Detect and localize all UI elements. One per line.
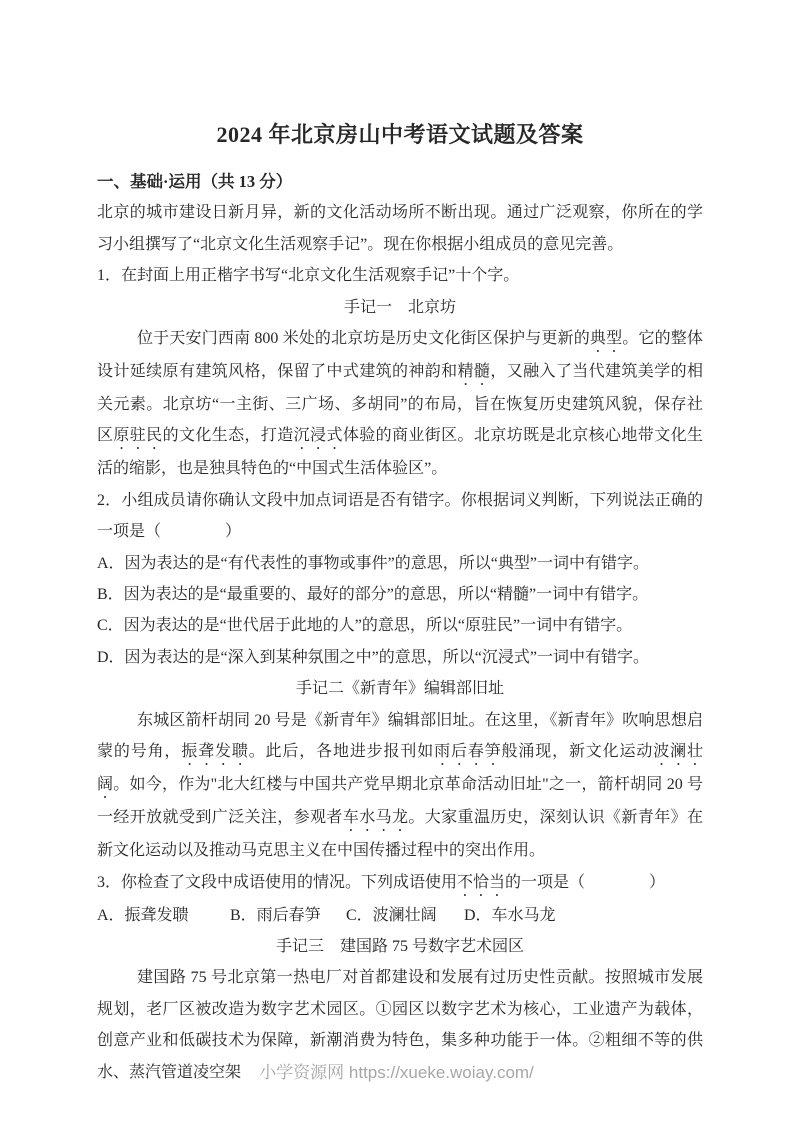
emphasized-term: 不恰当: [457, 873, 506, 891]
watermark-footer: 小学资源网 https://xueke.woiay.com/: [259, 1063, 534, 1082]
text-run: 般涌现，新文化运动: [501, 743, 654, 761]
emphasized-term: 沉浸式: [293, 427, 343, 445]
note2-paragraph: [97, 705, 703, 867]
intro-paragraph: [97, 197, 703, 260]
option-b: B．雨后春笋: [230, 906, 321, 924]
text-run: C．因为表达的是“世代居于此地的人”的意思，所以“原驻民”一词中有错字。: [97, 617, 633, 635]
option-c: C．波澜壮阔: [346, 906, 437, 924]
text-run: 2．小组成员请你确认文段中加点词语是否有错字。你根据词义判断，下列说法正确的一项是（ ）: [97, 491, 703, 541]
text-run: 建国路 75 号北京第一热电厂对首都建设和发展有过历史性贡献。按照城市发展规划，老厂区被改造为数字艺术园区。①园区以数字艺术为核心，工业遗产为载体，创意产业和低碳技术为保障，新潮消费为特色，集多种功能于一体。②粗细不等的供水、蒸汽管道凌空架: [97, 969, 703, 1081]
text-run: 的一项是（ ）: [505, 873, 666, 891]
option-a: A．振聋发聩: [97, 906, 189, 924]
question-3: [97, 867, 703, 900]
note3-heading: [97, 931, 703, 962]
question-2: [97, 485, 703, 548]
emphasized-term: 原驻民: [113, 427, 163, 445]
emphasized-term: 精髓: [457, 363, 491, 381]
text-run: A．因为表达的是“有代表性的事物或事件”的意思，所以“典型”一词中有错字。: [97, 554, 649, 572]
q2-option-a: [97, 548, 703, 579]
text-run: D．因为表达的是“深入到某种氛围之中”的意思，所以“沉浸式”一词中有错字。: [97, 648, 649, 666]
page-title: 2024 年北京房山中考语文试题及答案: [216, 122, 584, 147]
emphasized-term: 波澜壮阔: [97, 743, 703, 794]
q2-option-c: [97, 610, 703, 641]
text-run: B．因为表达的是“最重要的、最好的部分”的意思，所以“精髓”一词中有错字。: [97, 586, 649, 604]
page-content: [97, 118, 703, 1088]
note1-heading: [97, 292, 703, 323]
text-run: 。此后，各地进步报刊如: [248, 743, 435, 761]
emphasized-term: 振聋发聩: [181, 743, 249, 761]
text-run: 。它的整体设计延续原有建筑风格，保留了中式建筑的神韵和: [97, 330, 703, 381]
note1-paragraph: [97, 323, 703, 485]
text-run: 手记二《新青年》编辑部旧址: [295, 680, 504, 698]
text-run: 。如今，作为"北大红楼与中国共产党早期北京革命活动旧址"之一，箭杆胡同 20 号一经开放就受到广泛关注，参观者: [97, 776, 703, 827]
text-run: 东城区箭杆胡同 20 号是《新青年》编辑部旧址。在这里，《新青年》吹响思想启蒙的号角，: [97, 711, 703, 761]
text-run: 北京的城市建设日新月异，新的文化活动场所不断出现。通过广泛观察，你所在的学习小组撰写了“北京文化生活观察手记”。现在你根据小组成员的意见完善。: [97, 204, 703, 253]
emphasized-term: 车水马龙: [342, 809, 409, 827]
text-run: 体验的商业街区。北京坊既是北京核心地带文化生活的缩影，也是独具特色的“中国式生活体验区”。: [97, 427, 703, 478]
q2-option-b: [97, 579, 703, 610]
emphasized-term: 典型: [589, 330, 623, 348]
q3-options-row: [97, 900, 703, 931]
question-1: [97, 260, 703, 291]
option-d: D．车水马龙: [464, 906, 556, 924]
text-run: ，又融入了当代建筑美学的相关元素。北京坊“一主街、三广场、多胡同”的布局，旨在恢复历史建筑风貌，保存社区: [97, 363, 703, 445]
emphasized-term: 雨后春笋: [434, 743, 502, 761]
text-run: 3．你检查了文段中成语使用的情况。下列成语使用: [97, 873, 458, 891]
text-run: 。大家重温历史，深刻认识《新青年》在新文化运动以及推动马克思主义在中国传播过程中的突出作用。: [97, 809, 703, 860]
text-run: 手记一 北京坊: [343, 298, 456, 316]
section-heading: 一、基础·运用（共 13 分）: [97, 172, 293, 191]
q2-option-d: [97, 642, 703, 673]
text-run: 手记三 建国路 75 号数字艺术园区: [275, 937, 524, 955]
text-run: 位于天安门西南 800 米处的北京坊是历史文化街区保护与更新的: [137, 330, 590, 348]
text-run: 的文化生态，打造: [162, 427, 294, 445]
note2-heading: [97, 673, 703, 704]
text-run: 1．在封面上用正楷字书写“北京文化生活观察手记”十个字。: [97, 267, 520, 285]
document-body: [97, 197, 703, 1088]
